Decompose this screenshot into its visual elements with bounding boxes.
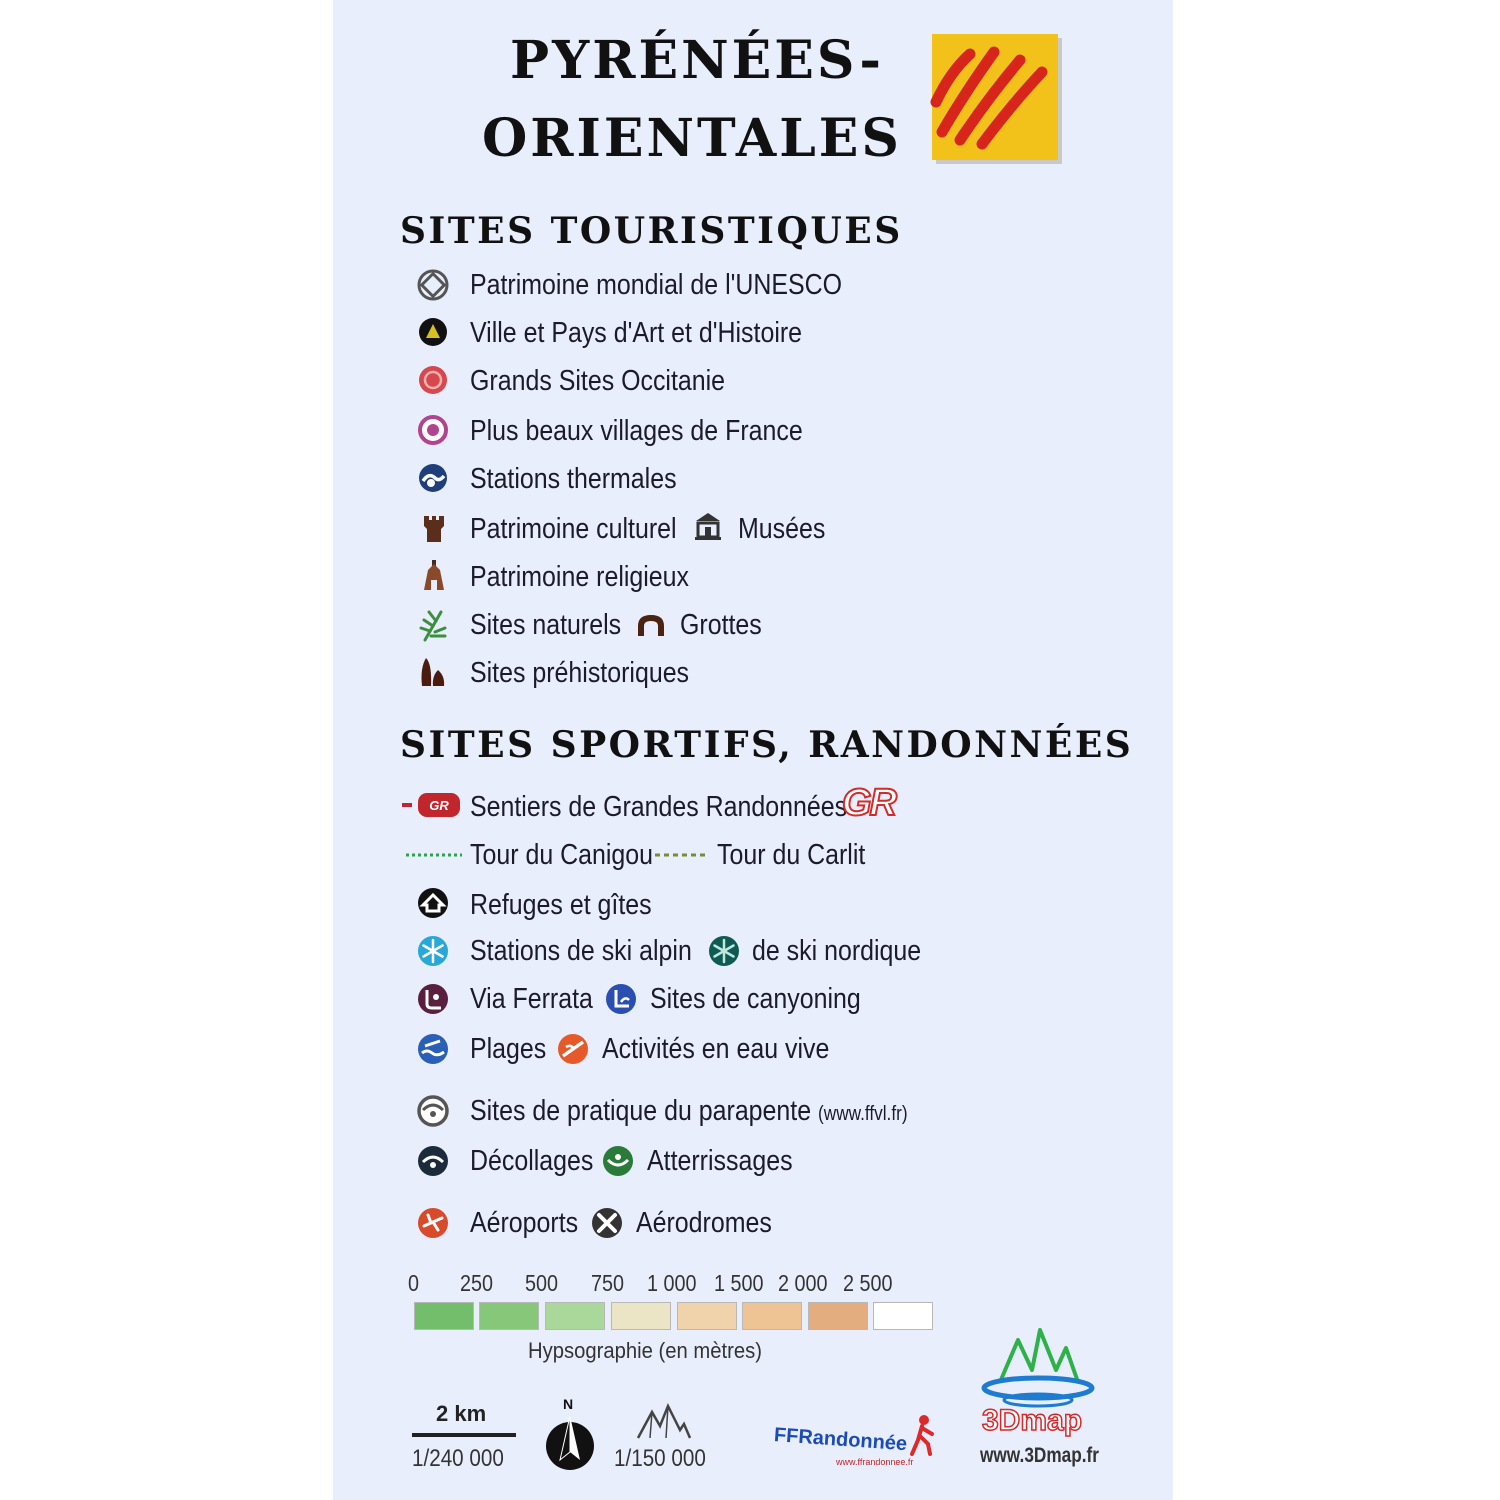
via-ferrata-label: Via Ferrata	[470, 983, 593, 1015]
dotted-line-green-icon	[406, 852, 462, 858]
hypso-swatch	[677, 1302, 737, 1330]
plant-icon	[417, 606, 449, 642]
hypso-tick: 2 000	[778, 1270, 828, 1296]
refuge-icon	[416, 886, 450, 920]
hypso-tick: 1 500	[714, 1270, 764, 1296]
paragliding-icon	[416, 1094, 450, 1128]
tourist-sites-heading: SITES TOURISTIQUES	[400, 210, 903, 252]
hypso-tick: 2 500	[843, 1270, 893, 1296]
menhir-icon	[418, 654, 448, 688]
airport-icon	[416, 1206, 450, 1240]
unesco-label: Patrimoine mondial de l'UNESCO	[470, 269, 843, 301]
airfields-label: Aérodromes	[636, 1207, 772, 1239]
hiker-icon	[908, 1414, 938, 1456]
ski-nordic-icon	[707, 934, 741, 968]
hypso-swatch	[742, 1302, 802, 1330]
relief-ratio-label: 1/150 000	[614, 1445, 706, 1472]
3dmap-url: www.3Dmap.fr	[980, 1444, 1099, 1467]
hypso-swatch	[611, 1302, 671, 1330]
svg-text:GR: GR	[429, 798, 449, 813]
church-icon	[420, 558, 448, 592]
scale-ratio-label: 1/240 000	[412, 1445, 504, 1472]
religious-heritage-label: Patrimoine religieux	[470, 561, 690, 593]
gr-trail-icon	[400, 790, 462, 820]
ffr-url: www.ffrandonnee.fr	[836, 1457, 914, 1467]
scale-km-label: 2 km	[436, 1401, 487, 1426]
takeoff-label: Décollages	[470, 1145, 594, 1177]
hypso-tick: 500	[525, 1270, 559, 1296]
ffrandonnee-logo: FFRandonnée	[773, 1424, 908, 1456]
title-line-1: PYRÉNÉES-	[510, 30, 884, 91]
catalan-flag-icon	[930, 32, 1064, 166]
hypso-swatch	[545, 1302, 605, 1330]
takeoff-icon	[416, 1144, 450, 1178]
airfield-icon	[590, 1206, 624, 1240]
landing-label: Atterrissages	[647, 1145, 793, 1177]
north-arrow-icon	[544, 1412, 596, 1472]
canyoning-icon	[604, 982, 638, 1016]
gr-trails-label: Sentiers de Grandes Randonnées	[470, 791, 848, 823]
cultural-heritage-label: Patrimoine culturel	[470, 513, 677, 545]
unesco-icon	[416, 268, 450, 302]
hypso-tick: 250	[460, 1270, 494, 1296]
ski-alpine-label: Stations de ski alpin	[470, 935, 692, 967]
hypso-tick: 750	[591, 1270, 625, 1296]
ffvl-url: (www.ffvl.fr)	[818, 1103, 908, 1125]
museums-label: Musées	[738, 513, 826, 545]
beach-icon	[416, 1032, 450, 1066]
hypso-swatch	[414, 1302, 474, 1330]
relief-icon	[636, 1402, 692, 1442]
grand-site-label: Grands Sites Occitanie	[470, 365, 726, 397]
airports-label: Aéroports	[470, 1207, 579, 1239]
title-line-2: ORIENTALES	[482, 108, 902, 169]
art-history-icon	[417, 316, 449, 348]
museum-icon	[693, 510, 723, 542]
thermal-station-label: Stations thermales	[470, 463, 677, 495]
hypso-tick: 1 000	[647, 1270, 697, 1296]
beaches-label: Plages	[470, 1033, 547, 1065]
canyoning-label: Sites de canyoning	[650, 983, 861, 1015]
ski-nordic-label: de ski nordique	[752, 935, 922, 967]
hypso-tick: 0	[408, 1270, 420, 1296]
hypso-swatch	[873, 1302, 933, 1330]
ski-alpine-icon	[416, 934, 450, 968]
grand-site-icon	[417, 364, 449, 396]
sport-sites-heading: SITES SPORTIFS, RANDONNÉES	[400, 724, 1134, 766]
beautiful-village-label: Plus beaux villages de France	[470, 415, 803, 447]
cave-icon	[635, 612, 667, 638]
whitewater-icon	[556, 1032, 590, 1066]
castle-icon	[420, 512, 448, 544]
thermal-station-icon	[417, 462, 449, 494]
hypso-caption: Hypsographie (en mètres)	[528, 1338, 762, 1363]
via-ferrata-icon	[416, 982, 450, 1016]
paragliding-label: Sites de pratique du parapente (www.ffvl.fr)	[470, 1095, 908, 1127]
landing-icon	[601, 1144, 635, 1178]
caves-label: Grottes	[680, 609, 762, 641]
hypso-swatch	[808, 1302, 868, 1330]
refuges-label: Refuges et gîtes	[470, 889, 652, 921]
tour-canigou-label: Tour du Canigou	[470, 839, 654, 871]
hypso-swatch	[479, 1302, 539, 1330]
beautiful-village-icon	[417, 414, 449, 446]
north-label: N	[563, 1396, 574, 1412]
3dmap-logo: 3Dmap	[982, 1404, 1083, 1437]
tour-carlit-label: Tour du Carlit	[717, 839, 866, 871]
art-history-label: Ville et Pays d'Art et d'Histoire	[470, 317, 803, 349]
prehistoric-sites-label: Sites préhistoriques	[470, 657, 690, 689]
scale-bar	[412, 1433, 516, 1437]
gr-badge: GR	[842, 782, 895, 824]
whitewater-label: Activités en eau vive	[602, 1033, 830, 1065]
dotted-line-olive-icon	[655, 852, 707, 858]
3dmap-mountains-icon	[980, 1326, 1096, 1410]
natural-sites-label: Sites naturels	[470, 609, 622, 641]
